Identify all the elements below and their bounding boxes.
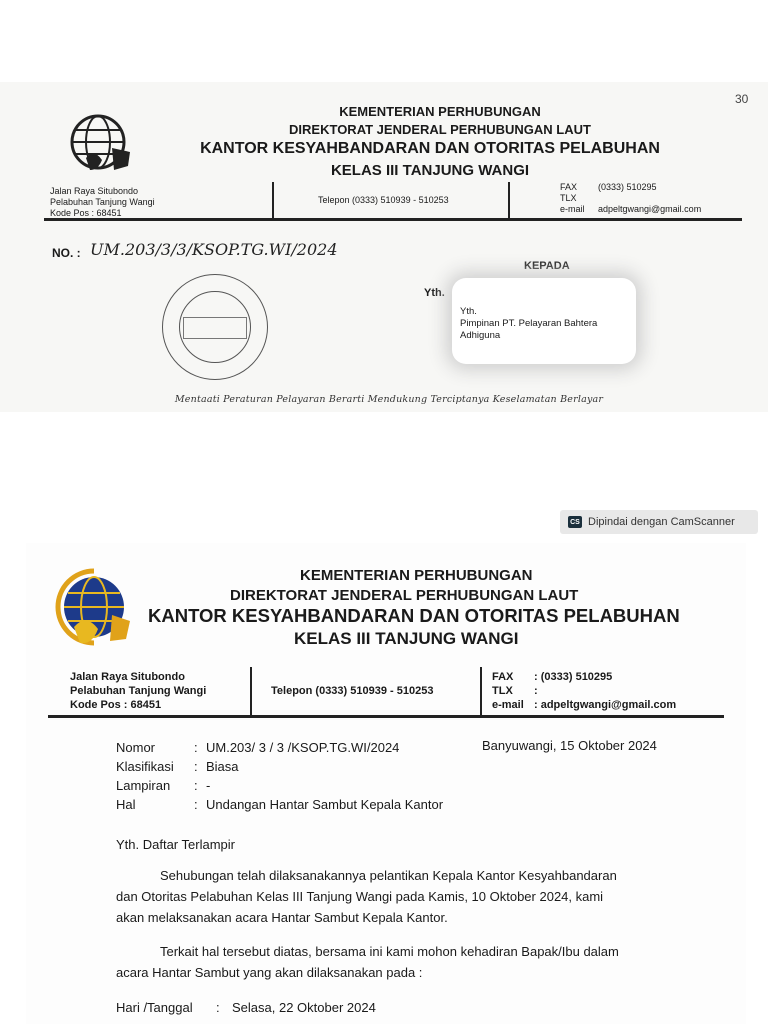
cover-contact-labels [560,182,600,215]
schedule-value: Selasa, 22 Oktober 2024 [232,1000,376,1015]
letter-address-line2: Pelabuhan Tanjung Wangi [70,685,207,697]
recipient-box [452,278,636,364]
recipient-line3: Adhiguna [460,330,501,341]
letter-address-line3: Kode Pos : 68451 [70,699,162,711]
letter-header-line4: KELAS III TANJUNG WANGI [294,629,519,648]
cover-email-value: adpeltgwangi@gmail.com [598,204,702,214]
divider [480,667,482,715]
letter-address-line1: Jalan Raya Situbondo [70,671,185,683]
letter-tlx-value: : [534,685,538,697]
divider [250,667,252,715]
camscanner-badge [560,510,758,534]
letter-address [70,670,206,712]
ministry-logo-icon [68,108,134,178]
cover-address-line3: Kode Pos : 68451 [50,208,122,218]
camscanner-icon: CS [568,516,582,528]
meta-label: Klasifikasi [116,759,174,774]
cover-header-line1: KEMENTERIAN PERHUBUNGAN [339,104,541,119]
letter-contact-labels [492,670,524,712]
meta-value: - [206,778,211,793]
letter-page [26,543,746,1024]
divider [272,182,274,220]
meta-value: Undangan Hantar Sambut Kepala Kantor [206,797,444,812]
meta-label: Nomor [116,740,156,755]
meta-sep: : [194,740,198,755]
para1-line3: akan melaksanakan acara Hantar Sambut Kepala Kantor. [116,910,448,925]
cover-telepon: Telepon (0333) 510939 - 510253 [318,195,449,205]
letter-header-line1: KEMENTERIAN PERHUBUNGAN [300,567,533,584]
meta-value: Biasa [206,759,239,774]
motto: Mentaati Peraturan Pelayaran Berarti Mendukung Terciptanya Keselamatan Berlayar [174,394,604,405]
recipient-line2: Pimpinan PT. Pelayaran Bahtera [460,318,598,329]
meta-label: Lampiran [116,778,171,793]
letter-fax-value: : (0333) 510295 [534,671,613,683]
corner-mark: 30 [735,92,749,106]
schedule-row [116,1000,716,1020]
official-seal-icon [162,274,268,380]
cover-header-line2: DIREKTORAT JENDERAL PERHUBUNGAN LAUT [289,122,591,137]
kepada-label: KEPADA [524,260,570,272]
recipient-text [460,306,636,342]
recipient-line1: Yth. [460,306,477,317]
para2-line1: Terkait hal tersebut diatas, bersama ini kami mohon kehadiran Bapak/Ibu dalam [160,944,619,959]
meta-sep: : [194,759,198,774]
schedule-label: Hari /Tanggal [116,1000,193,1015]
letter-fax-label: FAX [492,671,514,683]
cover-contact-values [598,182,758,215]
cover-fax-value: (0333) 510295 [598,182,657,192]
letter-email-value: : adpeltgwangi@gmail.com [534,699,677,711]
place-date: Banyuwangi, 15 Oktober 2024 [482,738,657,753]
letter-contact-values [534,670,676,712]
cover-page [0,82,768,412]
header-rule [48,715,724,718]
camscanner-label: Dipindai dengan CamScanner [588,516,735,528]
cover-fax-label: FAX [560,182,578,192]
cover-header-line4: KELAS III TANJUNG WANGI [330,162,530,179]
para1-line1: Sehubungan telah dilaksanakannya pelantikan Kepala Kantor Kesyahbandaran [160,868,617,883]
addressee: Yth. Daftar Terlampir [116,837,235,852]
cover-address-line2: Pelabuhan Tanjung Wangi [50,197,155,207]
cover-no-label: NO. : [52,246,81,260]
letter-email-label: e-mail [492,699,524,711]
cover-address [50,186,250,219]
meta-sep: : [194,797,198,812]
para2-line2: acara Hantar Sambut yang akan dilaksanakan pada : [116,965,423,980]
cover-no-value: UM.203/3/3/KSOP.TG.WI/2024 [90,240,338,259]
letter-telepon: Telepon (0333) 510939 - 510253 [271,685,434,697]
meta-value: UM.203/ 3 / 3 /KSOP.TG.WI/2024 [206,740,400,755]
letter-tlx-label: TLX [492,685,513,697]
meta-sep: : [194,778,198,793]
header-rule [44,218,742,221]
schedule-sep: : [216,1000,220,1015]
divider [508,182,510,220]
cover-email-label: e-mail [560,204,585,214]
ministry-logo-icon [54,567,134,653]
letter-header-line3: KANTOR KESYAHBANDARAN DAN OTORITAS PELABUHAN [148,605,680,626]
yth-label: Yth. [424,287,445,299]
meta-label: Hal [116,797,136,812]
cover-address-line1: Jalan Raya Situbondo [50,186,139,196]
cover-tlx-label: TLX [560,193,577,203]
letter-header-line2: DIREKTORAT JENDERAL PERHUBUNGAN LAUT [230,587,579,604]
cover-header-line3: KANTOR KESYAHBANDARAN DAN OTORITAS PELABUHAN [200,140,660,157]
para1-line2: dan Otoritas Pelabuhan Kelas III Tanjung Wangi pada Kamis, 10 Oktober 2024, kami [116,889,604,904]
